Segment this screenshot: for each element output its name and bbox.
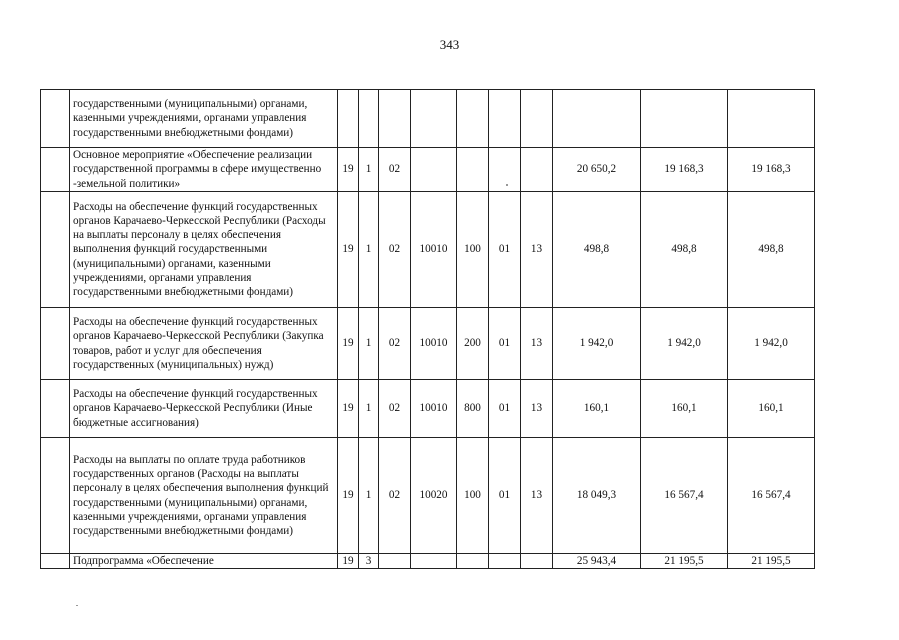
amount-cell: 1 942,0 (553, 308, 641, 380)
code-cell: 01 (489, 308, 521, 380)
amount-cell: 18 049,3 (553, 438, 641, 554)
table-row (41, 148, 815, 192)
code-cell: 10010 (411, 380, 457, 438)
table-row (41, 192, 815, 308)
code-cell: 19 (338, 438, 359, 554)
code-cell: 10010 (411, 192, 457, 308)
row-description: Основное мероприятие «Обеспечение реализации государственной программы в сфере имущественно -земельной политики» (70, 148, 338, 192)
code-cell: 19 (338, 148, 359, 192)
code-cell: 200 (457, 308, 489, 380)
code-cell (379, 554, 411, 569)
table-row (41, 308, 815, 380)
amount-cell (553, 90, 641, 148)
amount-cell: 498,8 (641, 192, 728, 308)
code-cell: 19 (338, 192, 359, 308)
table-body (41, 90, 815, 569)
code-cell: 10020 (411, 438, 457, 554)
code-cell (359, 90, 379, 148)
row-description: Расходы на обеспечение функций государственных органов Карачаево-Черкесской Республики (Расходы на выплаты персоналу в целях обеспечения выполнения функций государственными (муниципальными) органами, казенными учреждениями, органами управления государственными внебюджетными фондами) (70, 192, 338, 308)
amount-cell: 21 195,5 (728, 554, 815, 569)
row-index-cell (41, 438, 70, 554)
code-cell: 19 (338, 308, 359, 380)
code-cell (411, 90, 457, 148)
code-cell: 1 (359, 148, 379, 192)
table-row (41, 90, 815, 148)
row-index-cell (41, 148, 70, 192)
table-row (41, 438, 815, 554)
code-cell: 01 (489, 192, 521, 308)
row-description: Расходы на обеспечение функций государственных органов Карачаево-Черкесской Республики (Закупка товаров, работ и услуг для обеспечения государственных (муниципальных) нужд) (70, 308, 338, 380)
code-cell: 1 (359, 192, 379, 308)
code-cell (338, 90, 359, 148)
code-cell: 100 (457, 438, 489, 554)
amount-cell (641, 90, 728, 148)
table-row (41, 554, 815, 569)
code-cell (457, 148, 489, 192)
amount-cell: 16 567,4 (641, 438, 728, 554)
row-description: государственными (муниципальными) органами, казенными учреждениями, органами управления государственными внебюджетными фондами) (70, 90, 338, 148)
code-cell (521, 148, 553, 192)
code-cell: 02 (379, 192, 411, 308)
code-cell: 02 (379, 148, 411, 192)
amount-cell: 16 567,4 (728, 438, 815, 554)
code-cell: 01 (489, 438, 521, 554)
row-index-cell (41, 380, 70, 438)
scan-speck (506, 184, 508, 186)
code-cell (457, 554, 489, 569)
code-cell: 1 (359, 380, 379, 438)
code-cell: 19 (338, 554, 359, 569)
row-index-cell (41, 308, 70, 380)
row-index-cell (41, 90, 70, 148)
code-cell: 13 (521, 308, 553, 380)
row-description: Расходы на выплаты по оплате труда работников государственных органов (Расходы на выплаты персоналу в целях обеспечения выполнения функций государственными (муниципальными) органами, казенными учреждениями, органами управления государственными внебюджетными фондами) (70, 438, 338, 554)
row-index-cell (41, 192, 70, 308)
amount-cell: 19 168,3 (728, 148, 815, 192)
budget-table (40, 89, 815, 569)
code-cell: 1 (359, 308, 379, 380)
amount-cell: 498,8 (728, 192, 815, 308)
code-cell: 19 (338, 380, 359, 438)
code-cell (521, 554, 553, 569)
code-cell (489, 90, 521, 148)
row-description: Подпрограмма «Обеспечение (70, 554, 338, 569)
amount-cell: 498,8 (553, 192, 641, 308)
amount-cell: 1 942,0 (641, 308, 728, 380)
code-cell (521, 90, 553, 148)
code-cell: 13 (521, 438, 553, 554)
row-index-cell (41, 554, 70, 569)
code-cell (411, 148, 457, 192)
code-cell: 13 (521, 192, 553, 308)
code-cell (457, 90, 489, 148)
code-cell: 10010 (411, 308, 457, 380)
amount-cell: 1 942,0 (728, 308, 815, 380)
page-number: 343 (439, 37, 460, 52)
code-cell (411, 554, 457, 569)
amount-cell: 160,1 (641, 380, 728, 438)
code-cell: 02 (379, 308, 411, 380)
code-cell: 13 (521, 380, 553, 438)
amount-cell: 160,1 (728, 380, 815, 438)
amount-cell: 19 168,3 (641, 148, 728, 192)
amount-cell: 160,1 (553, 380, 641, 438)
code-cell: 02 (379, 438, 411, 554)
code-cell: 02 (379, 380, 411, 438)
code-cell (489, 148, 521, 192)
code-cell: 01 (489, 380, 521, 438)
amount-cell (728, 90, 815, 148)
amount-cell: 21 195,5 (641, 554, 728, 569)
table-row (41, 380, 815, 438)
code-cell (379, 90, 411, 148)
code-cell (489, 554, 521, 569)
amount-cell: 25 943,4 (553, 554, 641, 569)
code-cell: 1 (359, 438, 379, 554)
code-cell: 800 (457, 380, 489, 438)
amount-cell: 20 650,2 (553, 148, 641, 192)
code-cell: 100 (457, 192, 489, 308)
row-description: Расходы на обеспечение функций государственных органов Карачаево-Черкесской Республики (Иные бюджетные ассигнования) (70, 380, 338, 438)
scan-speck (76, 605, 78, 606)
code-cell: 3 (359, 554, 379, 569)
